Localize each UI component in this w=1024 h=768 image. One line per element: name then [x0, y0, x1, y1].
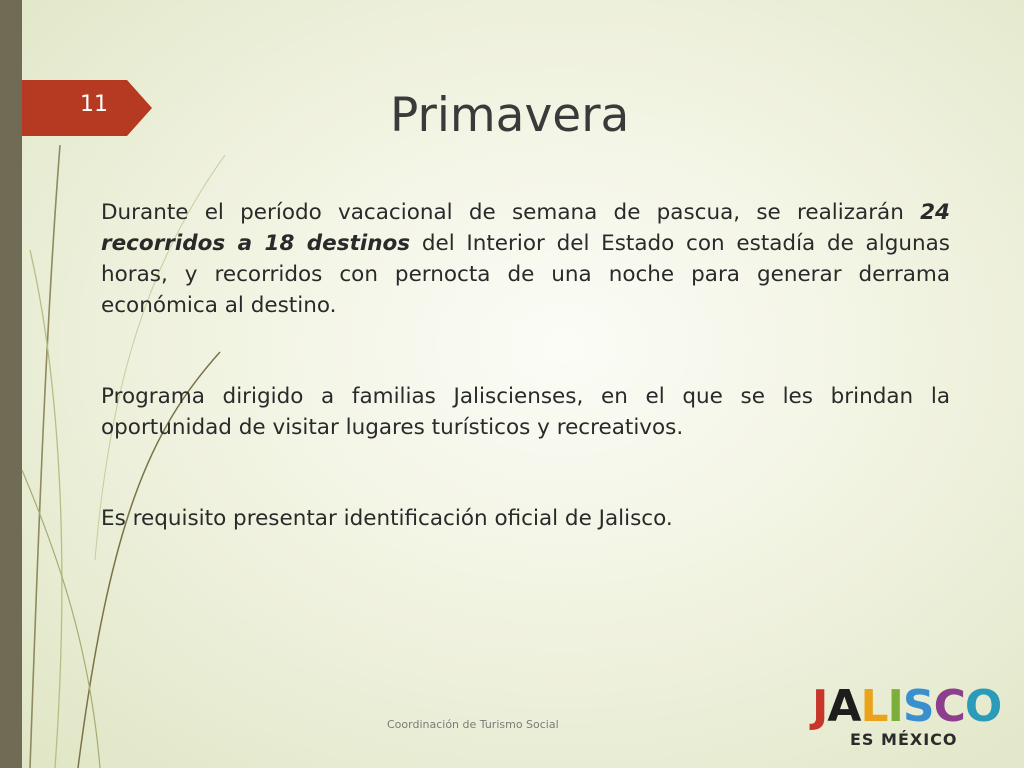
logo-wordmark	[812, 681, 1002, 732]
paragraph-2: Programa dirigido a familias Jaliscienses, en el que se les brindan la oportunidad de visitar lugares turísticos y recreativos.	[101, 384, 950, 440]
paragraph-3: Es requisito presentar identificación oficial de Jalisco.	[101, 506, 673, 531]
paragraph-1	[101, 197, 950, 321]
logo-letter: C	[933, 681, 965, 732]
logo-letter: L	[860, 681, 888, 732]
left-decorative-bar	[0, 0, 22, 768]
logo-letter: O	[964, 681, 1002, 732]
logo-letter: S	[902, 681, 934, 732]
logo-subtitle: ES MÉXICO	[850, 730, 958, 749]
jalisco-logo	[812, 681, 1002, 754]
paragraph-1-intro: Durante el período vacacional de semana de pascua, se realizarán	[101, 200, 904, 225]
logo-letter: I	[887, 681, 903, 732]
slide-number-tab	[22, 80, 152, 136]
slide-number: 11	[80, 92, 108, 117]
paragraph-1-rest: del Interior del Estado con estadía de algunas horas, y recorridos con pernocta de una noche para generar derrama económica al destino.	[101, 231, 950, 318]
logo-letter: J	[812, 681, 828, 732]
footer-text: Coordinación de Turismo Social	[387, 718, 559, 731]
paragraph-1-emphasis: 24 recorridos a 18 destinos	[101, 200, 950, 256]
slide-title: Primavera	[390, 88, 630, 143]
slide-content	[101, 197, 950, 534]
logo-letter: A	[827, 681, 861, 732]
